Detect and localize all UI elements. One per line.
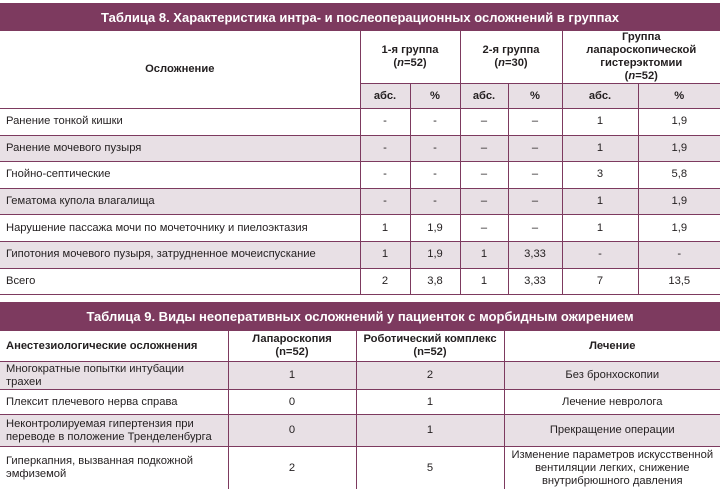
cell-value: – bbox=[460, 135, 508, 162]
table-row bbox=[0, 415, 720, 447]
cell-treatment: Без бронхоскопии bbox=[504, 362, 720, 390]
cell-value: - bbox=[562, 241, 638, 268]
table-row bbox=[0, 390, 720, 415]
cell-value: – bbox=[508, 135, 562, 162]
cell-value: – bbox=[460, 215, 508, 242]
sub-pct-2: % bbox=[508, 84, 562, 109]
cell-laparoscopy: 1 bbox=[228, 362, 356, 390]
col-laparoscopy-header: Лапароскопия (n=52) bbox=[228, 331, 356, 362]
col-complication-header: Осложнение bbox=[0, 31, 360, 109]
cell-robotic: 1 bbox=[356, 390, 504, 415]
cell-value: - bbox=[360, 109, 410, 136]
cell-value: - bbox=[360, 135, 410, 162]
cell-value: 1,9 bbox=[638, 109, 720, 136]
row-label: Плексит плечевого нерва справа bbox=[0, 390, 228, 415]
cell-value: - bbox=[360, 188, 410, 215]
row-label: Неконтролируемая гипертензия при переводе в положение Тренделенбурга bbox=[0, 415, 228, 447]
cell-treatment: Лечение невролога bbox=[504, 390, 720, 415]
cell-value: 3,33 bbox=[508, 241, 562, 268]
table-row bbox=[0, 268, 720, 295]
cell-laparoscopy: 2 bbox=[228, 447, 356, 490]
cell-value: 3,33 bbox=[508, 268, 562, 295]
cell-value: - bbox=[410, 162, 460, 189]
sub-abs-2: абс. bbox=[460, 84, 508, 109]
cell-value: 1 bbox=[562, 188, 638, 215]
row-label: Многократные попытки интубации трахеи bbox=[0, 362, 228, 390]
cell-robotic: 2 bbox=[356, 362, 504, 390]
cell-laparoscopy: 0 bbox=[228, 415, 356, 447]
cell-value: 7 bbox=[562, 268, 638, 295]
cell-value: – bbox=[508, 109, 562, 136]
row-label: Ранение мочевого пузыря bbox=[0, 135, 360, 162]
cell-value: – bbox=[508, 188, 562, 215]
cell-value: – bbox=[460, 162, 508, 189]
row-label: Гематома купола влагалища bbox=[0, 188, 360, 215]
table-row bbox=[0, 162, 720, 189]
group-1-header: 1-я группа (n=52) bbox=[360, 31, 460, 84]
cell-treatment: Прекращение операции bbox=[504, 415, 720, 447]
table-9-caption: Таблица 9. Виды неоперативных осложнений у пациенток с морбидным ожирением bbox=[0, 302, 720, 331]
cell-value: 1,9 bbox=[410, 241, 460, 268]
cell-robotic: 5 bbox=[356, 447, 504, 490]
cell-treatment: Изменение параметров искусственной вентиляции легких, снижение внутрибрюшного давления bbox=[504, 447, 720, 490]
cell-value: 2 bbox=[360, 268, 410, 295]
cell-value: 13,5 bbox=[638, 268, 720, 295]
cell-value: 5,8 bbox=[638, 162, 720, 189]
table-row bbox=[0, 109, 720, 136]
sub-pct-1: % bbox=[410, 84, 460, 109]
cell-value: 1,9 bbox=[638, 188, 720, 215]
cell-value: - bbox=[360, 162, 410, 189]
row-label: Ранение тонкой кишки bbox=[0, 109, 360, 136]
cell-value: 3 bbox=[562, 162, 638, 189]
cell-value: 3,8 bbox=[410, 268, 460, 295]
cell-value: 1 bbox=[460, 268, 508, 295]
table-row bbox=[0, 241, 720, 268]
cell-value: 1,9 bbox=[638, 135, 720, 162]
cell-value: – bbox=[460, 188, 508, 215]
group-2-header: 2-я группа (n=30) bbox=[460, 31, 562, 84]
cell-value: – bbox=[508, 215, 562, 242]
table-row bbox=[0, 188, 720, 215]
row-label: Всего bbox=[0, 268, 360, 295]
cell-value: 1,9 bbox=[638, 215, 720, 242]
col-robotic-header: Роботический комплекс (n=52) bbox=[356, 331, 504, 362]
cell-value: 1 bbox=[562, 109, 638, 136]
row-label: Нарушение пассажа мочи по мочеточнику и пиелоэктазия bbox=[0, 215, 360, 242]
sub-abs-3: абс. bbox=[562, 84, 638, 109]
cell-laparoscopy: 0 bbox=[228, 390, 356, 415]
cell-value: 1 bbox=[360, 215, 410, 242]
cell-robotic: 1 bbox=[356, 415, 504, 447]
cell-value: - bbox=[638, 241, 720, 268]
cell-value: – bbox=[460, 109, 508, 136]
row-label: Гипотония мочевого пузыря, затрудненное мочеиспускание bbox=[0, 241, 360, 268]
table-8-caption: Таблица 8. Характеристика интра- и послеоперационных осложнений в группах bbox=[0, 3, 720, 31]
group-3-header: Группа лапароскопической гистерэктомии (n=52) bbox=[562, 31, 720, 84]
col-treatment-header: Лечение bbox=[504, 331, 720, 362]
cell-value: - bbox=[410, 188, 460, 215]
cell-value: 1 bbox=[360, 241, 410, 268]
cell-value: 1 bbox=[562, 215, 638, 242]
cell-value: 1,9 bbox=[410, 215, 460, 242]
cell-value: - bbox=[410, 109, 460, 136]
cell-value: 1 bbox=[562, 135, 638, 162]
sub-abs-1: абс. bbox=[360, 84, 410, 109]
table-row bbox=[0, 447, 720, 490]
table-row bbox=[0, 135, 720, 162]
cell-value: - bbox=[410, 135, 460, 162]
col-anesthesia-header: Анестезиологические осложнения bbox=[0, 331, 228, 362]
sub-pct-3: % bbox=[638, 84, 720, 109]
cell-value: – bbox=[508, 162, 562, 189]
cell-value: 1 bbox=[460, 241, 508, 268]
row-label: Гиперкапния, вызванная подкожной эмфиземой bbox=[0, 447, 228, 490]
table-8 bbox=[0, 3, 720, 295]
table-row bbox=[0, 215, 720, 242]
row-label: Гнойно-септические bbox=[0, 162, 360, 189]
table-9 bbox=[0, 302, 720, 489]
table-row bbox=[0, 362, 720, 390]
